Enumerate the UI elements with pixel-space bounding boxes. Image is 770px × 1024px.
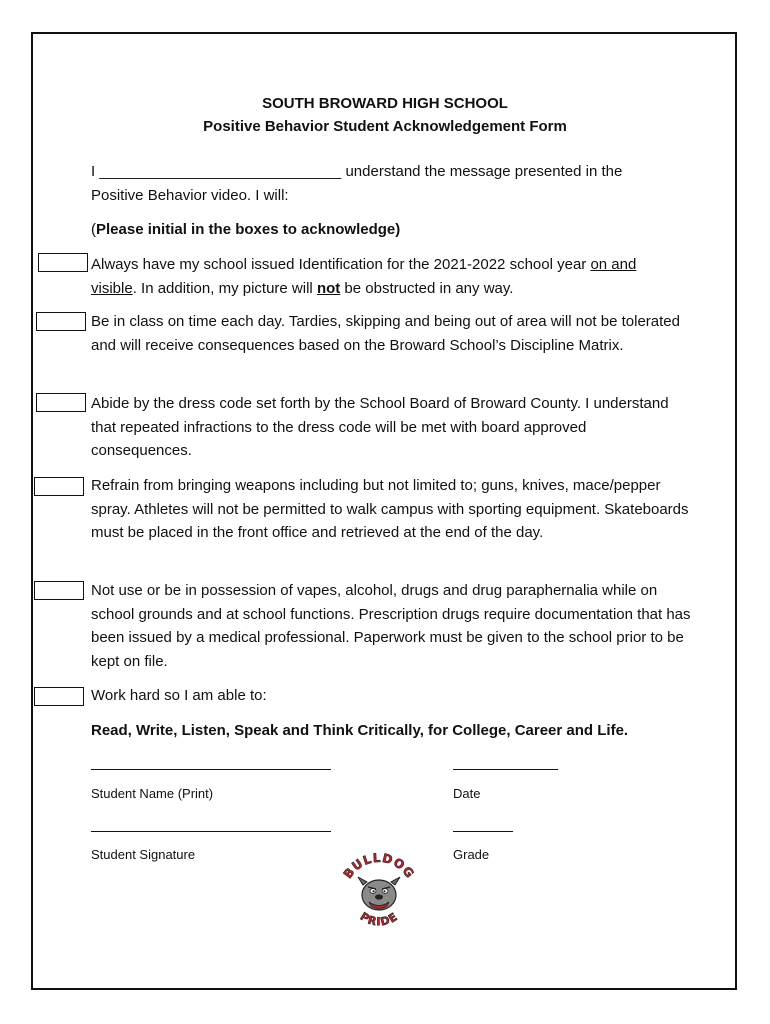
logo-top-text: BULLDOG [340,853,418,882]
item-3: Abide by the dress code set forth by the School Board of Broward County. I understand that repeated infractions to the dress code will be met with board approved consequences. [91,395,669,459]
initial-box-4[interactable] [34,477,84,496]
emphasis-not: not [316,279,341,297]
item-6: Work hard so I am able to: [91,687,267,704]
motto: Read, Write, Listen, Speak and Think Critically, for College, Career and Life. [91,722,629,739]
student-signature-line[interactable] [91,831,331,832]
form-title: Positive Behavior Student Acknowledgement Form [203,118,567,135]
initial-box-6[interactable] [34,687,84,706]
item-2: Be in class on time each day. Tardies, skipping and being out of area will not be tolerated and will receive consequences based on the Broward School’s Discipline Matrix. [91,313,680,354]
item-1: Always have my school issued Identification for the 2021-2022 school year on and visible. In addition, my picture will not be obstructed in any way. [91,256,637,297]
grade-line[interactable] [453,831,513,832]
initial-box-5[interactable] [34,581,84,600]
student-name-line[interactable] [91,769,331,770]
logo-bottom-text: PRIDE [357,909,401,929]
bulldog-mascot-icon [358,877,400,910]
date-label: Date [453,786,481,801]
initial-box-3[interactable] [36,393,86,412]
name-blank[interactable]: _____________________________ [99,163,342,180]
initial-box-1[interactable] [38,253,88,272]
intro-prefix: I [91,163,96,180]
grade-label: Grade [453,847,490,862]
instruction: (Please initial in the boxes to acknowledge) [91,221,401,238]
student-name-label: Student Name (Print) [91,786,214,801]
initial-box-2[interactable] [36,312,86,331]
item-5: Not use or be in possession of vapes, alcohol, drugs and drug paraphernalia while on school grounds and at school functions. Prescription drugs require documentation that has been issued by a medical professional. Paperwork must be given to the school prior to be kept on file. [91,582,691,670]
item-4: Refrain from bringing weapons including but not limited to; guns, knives, mace/pepper spray. Athletes will not be permitted to walk campus with sporting equipment. Skateboards must be placed in the front office and retrieved at the end of the day. [91,477,689,541]
intro-line2: Positive Behavior video. I will: [91,186,289,204]
svg-text:BULLDOG [341,853,417,881]
intro-suffix: understand the message presented in the [345,163,623,180]
student-signature-label: Student Signature [91,847,196,862]
instruction-text: Please initial in the boxes to acknowledge) [96,221,401,238]
date-line[interactable] [453,769,558,770]
school-name: SOUTH BROWARD HIGH SCHOOL [262,95,508,112]
svg-text:PRIDE [358,910,401,929]
bulldog-pride-logo [336,853,422,931]
intro-line [91,160,691,207]
